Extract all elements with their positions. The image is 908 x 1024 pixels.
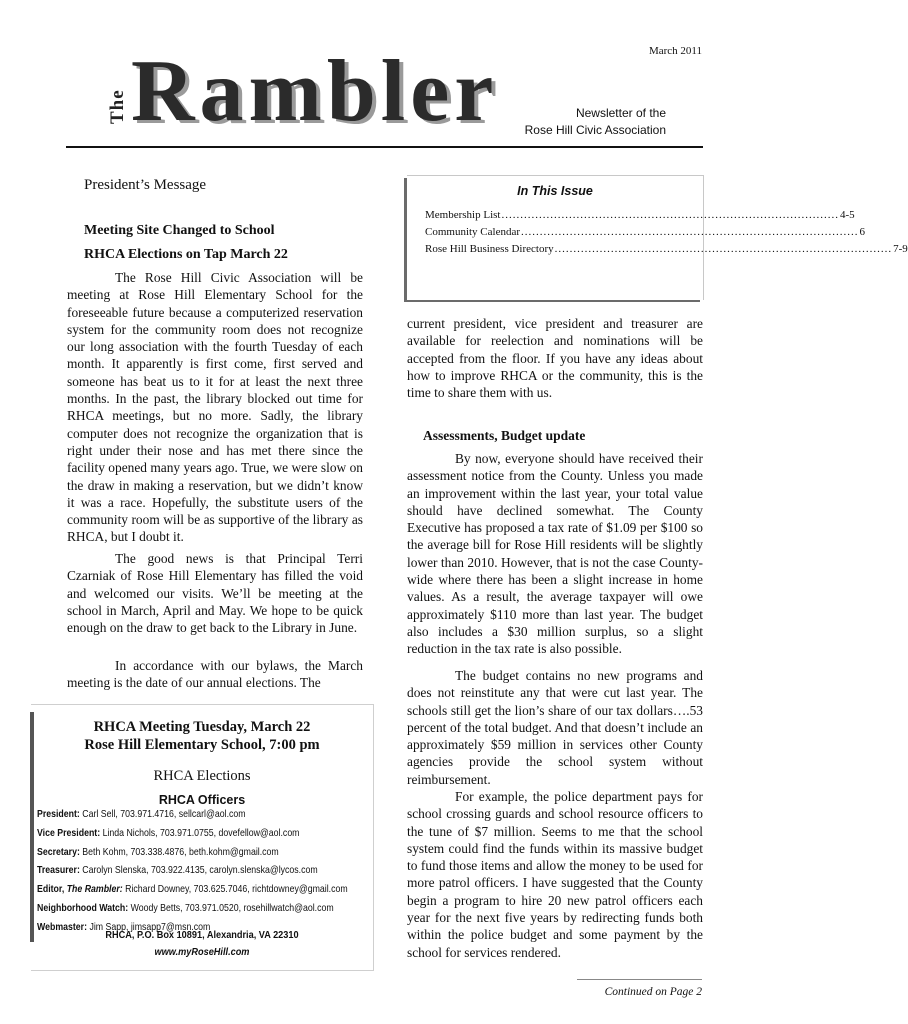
presidents-message-heading: President’s Message: [84, 177, 207, 193]
presidents-paragraph-3-continued: current president, vice president and treasurer are available for reelection and nominations will be accepted from the floor. If you have any ideas about how to improve RHCA or the community, this is the time to share them with us.: [407, 316, 703, 401]
officer-row: Vice President: Linda Nichols, 703.971.0755, dovefellow@aol.com: [37, 827, 300, 839]
officer-row: President: Carl Sell, 703.971.4716, sellcarl@aol.com: [37, 809, 246, 820]
toc-list: [425, 209, 908, 260]
in-this-issue-title: In This Issue: [517, 184, 593, 198]
officer-row: Secretary: Beth Kohm, 703.338.4876, beth.kohm@gmail.com: [37, 846, 279, 858]
presidents-paragraph-1: The Rose Hill Civic Association will be meeting at Rose Hill Elementary School for the foreseeable future because a computerized reservation system for the community room does not recognize our long association with the fourth Tuesday of each month. It apparently is first come, first served and someone has beat us to it for at least the next three months. In the past, the library blocked out time for RHCA meetings, but no more. Sadly, the library computer does not recognize the organization that is right under their nose and has met there since the facility opened many years ago. True, we were slow on the draw in making a reservation, but we didn’t know it was a race. Hopefully, the substitute users of the community room will be as supportive of the library as RHCA, but I doubt it.: [67, 270, 363, 545]
mailing-address: RHCA, P.O. Box 10891, Alexandria, VA 22310: [105, 930, 299, 941]
toc-item[interactable]: Community Calendar .......................................................................................... 6: [425, 226, 866, 238]
officer-row: Neighborhood Watch: Woody Betts, 703.971.0520, rosehillwatch@aol.com: [37, 902, 334, 914]
toc-item[interactable]: Membership List .......................................................................................... 4-5: [425, 209, 855, 221]
subhead-elections: RHCA Elections on Tap March 22: [84, 247, 288, 262]
meeting-info-box: [31, 704, 374, 971]
officer-row: Webmaster: Jim Sapp, jimsapp7@msn.com: [37, 921, 211, 933]
meeting-title: RHCA Meeting Tuesday, March 22: [93, 719, 311, 735]
masthead-title: Rambler: [131, 43, 499, 140]
masthead-rule: [66, 146, 703, 148]
meeting-location: Rose Hill Elementary School, 7:00 pm: [84, 737, 320, 753]
continued-note: Continued on Page 2: [604, 986, 702, 998]
issue-date: March 2011: [648, 45, 702, 57]
subhead-meeting-site: Meeting Site Changed to School: [84, 223, 275, 238]
assessments-heading: Assessments, Budget update: [423, 428, 586, 443]
officer-row: Treasurer: Carolyn Slenska, 703.922.4135, carolyn.slenska@lycos.com: [37, 865, 318, 877]
continued-rule: [577, 979, 702, 980]
assessments-paragraph-2: The budget contains no new programs and does not reinstitute any that were cut last year. The schools still get the lion’s share of our tax dollars….53 percent of the total budget. And that doesn’t include an approximately $59 million in services other County agencies provide the school system without reimbursement.: [407, 668, 703, 787]
elections-heading: RHCA Elections: [153, 768, 251, 784]
officer-list: [37, 806, 348, 938]
masthead-the: The: [107, 89, 128, 124]
website-link[interactable]: www.myRoseHill.com: [154, 947, 250, 958]
presidents-paragraph-3: In accordance with our bylaws, the March meeting is the date of our annual elections. The: [67, 658, 363, 691]
assessments-paragraph-3: For example, the police department pays for school crossing guards and school resource officers to the tune of $7 million. Seems to me that the school system could find the funds within its massive budget to fund those items and allow the money to be used for more patrol officers. I have suggested that the County begin a program to hire 20 new patrol officers each year for the next five years by redirecting funds both within the police budget and some payment by the school for services rendered.: [407, 789, 703, 960]
assessments-paragraph-1: By now, everyone should have received their assessment notice from the County. Unless you made an improvement within the last year, your total value should have declined somewhat. The County Executive has proposed a tax rate of $1.09 per $100 so the average bill for Rose Hill residents will be slightly lower than 2010. However, that is not the case County-wide where there has been a slight increase in home values. As a result, the average taxpayer will owe approximately $110 more than last year. The budget also includes a $30 million surplus, so a slight reduction in the tax rate is also possible.: [407, 451, 703, 657]
officer-row: Editor, The Rambler: Richard Downey, 703.625.7046, richtdowney@gmail.com: [37, 884, 348, 896]
masthead-subtitle: Newsletter of the Rose Hill Civic Association: [524, 106, 666, 137]
presidents-paragraph-2: The good news is that Principal Terri Czarniak of Rose Hill Elementary has filled the void and welcomed our visits. We’ll be meeting at the school in March, April and May. We hope to be quick enough on the draw to get back to the Library in June.: [67, 551, 363, 636]
officers-heading: RHCA Officers: [158, 793, 246, 807]
in-this-issue-box: [407, 175, 908, 300]
toc-item[interactable]: Rose Hill Business Directory .......................................................................................... 7-9: [425, 243, 908, 255]
